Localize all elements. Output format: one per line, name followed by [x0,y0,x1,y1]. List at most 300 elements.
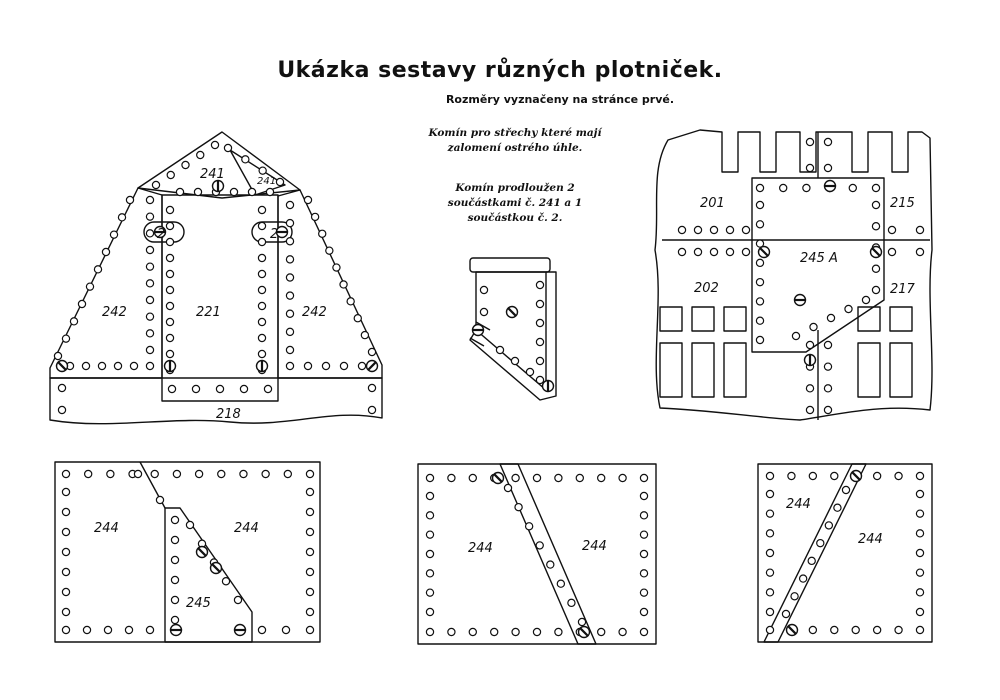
hole [640,512,647,519]
hole [916,530,923,537]
hole [94,266,101,273]
hole [872,265,879,272]
screw [367,361,378,372]
plate-244-bc-outer [418,464,656,644]
hole [83,626,90,633]
facade-assembly [655,130,932,420]
hole [306,528,313,535]
label-244-br-left: 244 [786,497,811,512]
hole [211,141,218,148]
label-218: 218 [216,407,241,422]
label-245a: 245 A [800,251,838,266]
hole [130,362,137,369]
hole [598,628,605,635]
hole [694,226,701,233]
hole [469,474,476,481]
hole [62,548,69,555]
hole [536,300,543,307]
hole [817,540,824,547]
hole [224,144,231,151]
hole [710,226,717,233]
hole [98,362,105,369]
hole [176,188,183,195]
hole [62,335,69,342]
hole [766,510,773,517]
hole [555,474,562,481]
hole [258,286,265,293]
hole [766,589,773,596]
label-244-bl-left: 244 [94,521,119,536]
hole [480,308,487,315]
hole [171,596,178,603]
hole [824,406,831,413]
hole [480,286,487,293]
hole [171,536,178,543]
hole [536,376,543,383]
screw [213,181,224,192]
hole [368,406,375,413]
hole [156,496,163,503]
hole [62,488,69,495]
hole [834,504,841,511]
hole [756,336,763,343]
hole [526,523,533,530]
hole [134,470,141,477]
hole [258,626,265,633]
note-chimney-roof: Komín pro střechy které mají zalomení ostrého úhle. [428,127,602,154]
hole [194,188,201,195]
hole [756,317,763,324]
hole [710,248,717,255]
page-title: Ukázka sestavy různých plotniček. [277,58,723,83]
hole [852,626,859,633]
hole [678,226,685,233]
hole [286,310,293,317]
hole [496,346,503,353]
hole [218,470,225,477]
hole [756,259,763,266]
hole [426,589,433,596]
hole [726,248,733,255]
hole [234,596,241,603]
hole [258,270,265,277]
hole [62,528,69,535]
hole [766,490,773,497]
hole [825,522,832,529]
hole [448,628,455,635]
hole [678,248,685,255]
hole [426,550,433,557]
hole [766,530,773,537]
label-244-bc-left: 244 [468,541,493,556]
hole [284,470,291,477]
hole [448,474,455,481]
hole [173,470,180,477]
page-subtitle: Rozměry vyznačeny na stránce prvé. [445,93,675,106]
screw [473,325,484,336]
hole [557,580,564,587]
hole [166,222,173,229]
hole [312,213,319,220]
screw [795,295,806,306]
hole [809,472,816,479]
hole [286,274,293,281]
hole [888,248,895,255]
hole [426,492,433,499]
hole [806,138,813,145]
hole [258,334,265,341]
hole [555,628,562,635]
screw [543,381,554,392]
hole [874,626,881,633]
holes-layer [54,138,923,635]
screw [235,625,246,636]
hole [240,385,247,392]
hole [306,588,313,595]
plate-244-br-diagonal [764,464,866,642]
label-241: 241 [200,167,225,182]
hole [640,589,647,596]
screw [787,625,798,636]
hole [469,628,476,635]
hole [512,474,519,481]
hole [916,589,923,596]
hole [319,230,326,237]
hole [347,298,354,305]
hole [619,474,626,481]
hole [146,196,153,203]
hole [578,618,585,625]
hole [62,508,69,515]
hole [872,223,879,230]
hole [916,226,923,233]
hole [306,470,313,477]
hole [146,330,153,337]
note-chimney-extended: Komín prodloužen 2 součástkami č. 241 a 1 součástkou č. 2. [447,182,583,224]
hole [258,350,265,357]
hole [118,214,125,221]
hole [192,385,199,392]
hole [361,332,368,339]
hole [831,472,838,479]
hole [166,254,173,261]
hole [426,628,433,635]
hole [742,248,749,255]
hole [282,626,289,633]
hole [126,196,133,203]
hole [824,363,831,370]
hole [146,263,153,270]
hole [756,184,763,191]
hole [146,362,153,369]
hole [354,315,361,322]
screw [805,355,816,366]
hole [82,362,89,369]
hole [146,626,153,633]
hole [216,385,223,392]
hole [368,384,375,391]
hole [166,270,173,277]
hole [511,357,518,364]
hole [845,305,852,312]
hole [619,628,626,635]
hole [171,516,178,523]
chimney-top [470,258,550,272]
hole [640,531,647,538]
hole [808,557,815,564]
hole [125,626,132,633]
hole [86,283,93,290]
hole [333,264,340,271]
hole [171,616,178,623]
hole [491,628,498,635]
hole [824,341,831,348]
hole [536,357,543,364]
label-221: 221 [196,305,221,320]
hole [168,385,175,392]
label-242-right: 242 [302,305,327,320]
label-2-left: 2 [157,227,166,242]
hole [756,298,763,305]
hole [286,346,293,353]
hole [248,188,255,195]
hole [326,247,333,254]
hole [726,226,733,233]
hole [426,531,433,538]
hole [916,472,923,479]
hole [306,488,313,495]
hole [792,332,799,339]
hole [262,470,269,477]
hole [368,348,375,355]
plate-242-left [50,188,162,378]
hole [286,256,293,263]
screw [57,361,68,372]
hole [515,504,522,511]
hole [756,201,763,208]
hole [842,486,849,493]
hole [152,181,159,188]
screw [825,181,836,192]
hole [195,470,202,477]
hole [526,368,533,375]
hole [286,238,293,245]
label-245-bl: 245 [186,596,211,611]
label-241-small: 241 [257,176,277,187]
hole [766,549,773,556]
hole [306,548,313,555]
hole [58,406,65,413]
label-244-bc-right: 244 [582,539,607,554]
hole [358,362,365,369]
hole [862,296,869,303]
hole [146,280,153,287]
hole [824,138,831,145]
hole [824,385,831,392]
hole [258,318,265,325]
hole [806,164,813,171]
screw [871,247,882,258]
hole [872,184,879,191]
hole [340,281,347,288]
label-202: 202 [694,281,719,296]
hole [782,610,789,617]
hole [788,472,795,479]
hole [849,184,856,191]
hole [286,220,293,227]
hole [171,576,178,583]
hole [62,588,69,595]
hole [62,470,69,477]
hole [166,334,173,341]
hole [85,470,92,477]
hole [54,352,61,359]
hole [58,384,65,391]
hole [258,302,265,309]
label-201: 201 [700,196,725,211]
screw [211,563,222,574]
screw [579,627,590,638]
hole [146,313,153,320]
label-242-left: 242 [102,305,127,320]
hole [171,556,178,563]
hole [533,474,540,481]
hole [102,248,109,255]
hole [806,385,813,392]
screw [493,473,504,484]
hole [806,341,813,348]
hole [512,628,519,635]
label-244-br-right: 244 [858,532,883,547]
hole [916,549,923,556]
hole [426,474,433,481]
screw [257,361,268,372]
label-2-right: 2 [270,227,279,242]
hole [146,230,153,237]
hole [304,362,311,369]
hole [167,171,174,178]
hole [756,279,763,286]
hole [916,248,923,255]
hole [166,350,173,357]
hole [426,608,433,615]
hole [70,318,77,325]
hole [286,292,293,299]
hole [803,184,810,191]
hole [62,608,69,615]
hole [742,226,749,233]
hole [426,570,433,577]
plate-244-bc-diagonal [500,464,596,644]
screw [507,307,518,318]
hole [916,510,923,517]
hole [426,512,433,519]
hole [258,254,265,261]
screw [197,547,208,558]
hole [166,302,173,309]
hole [536,281,543,288]
bottom-center-assembly [418,464,656,644]
hole [114,362,121,369]
hole [166,286,173,293]
label-215: 215 [890,196,915,211]
hole [694,248,701,255]
hole [824,164,831,171]
hole [533,628,540,635]
hole [322,362,329,369]
hole [266,188,273,195]
hole [872,286,879,293]
hole [304,196,311,203]
hole [831,626,838,633]
plate-244-bl-outer [55,462,320,642]
hole [895,472,902,479]
hole [151,470,158,477]
hole [598,474,605,481]
hole [916,569,923,576]
screw [851,471,862,482]
hole [166,206,173,213]
bottom-left-assembly [55,462,320,642]
hole [895,626,902,633]
hole [240,470,247,477]
hole [107,470,114,477]
hole [286,328,293,335]
hole [258,206,265,213]
hole [780,184,787,191]
label-244-bl-right: 244 [234,521,259,536]
hole [78,300,85,307]
hole [640,628,647,635]
hole [306,626,313,633]
hole [766,569,773,576]
hole [536,319,543,326]
hole [242,156,249,163]
hole [504,484,511,491]
hole [306,608,313,615]
hole [146,213,153,220]
hole [110,231,117,238]
hole [536,338,543,345]
hole [306,508,313,515]
hole [916,608,923,615]
hole [640,570,647,577]
hole [766,472,773,479]
hole [874,472,881,479]
hole [791,593,798,600]
hole [640,608,647,615]
hole [800,575,807,582]
hole [146,296,153,303]
hole [166,238,173,245]
label-217: 217 [890,282,915,297]
screw [759,247,770,258]
hole [568,599,575,606]
hole [197,151,204,158]
hole [766,608,773,615]
hole [810,323,817,330]
hole [276,178,283,185]
screw [171,625,182,636]
hole [916,490,923,497]
hole [259,167,266,174]
hole [230,188,237,195]
hole [186,521,193,528]
hole [576,474,583,481]
hole [258,222,265,229]
hole [827,314,834,321]
hole [166,318,173,325]
